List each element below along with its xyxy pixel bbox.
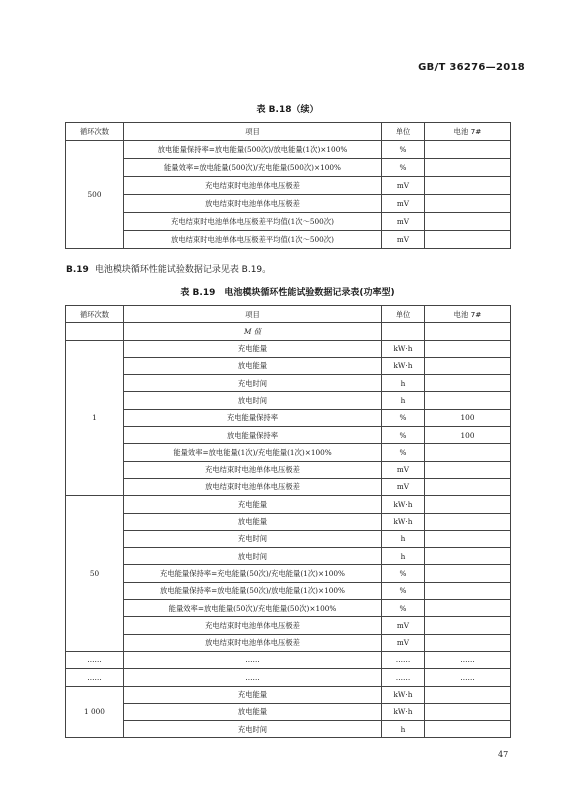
value-cell (425, 141, 511, 159)
item-cell: 充电结束时电池单体电压极差 (124, 461, 382, 478)
item-cell: 充电结束时电池单体电压极差平均值(1次～500次) (124, 213, 382, 231)
table-row (66, 177, 511, 195)
unit-cell: % (382, 565, 425, 582)
unit-cell: …… (382, 651, 425, 668)
item-cell: 充电结束时电池单体电压极差 (124, 177, 382, 195)
table-row (66, 651, 511, 668)
unit-cell: % (382, 444, 425, 461)
item-cell: 能量效率=放电能量(1次)/充电能量(1次)×100% (124, 444, 382, 461)
value-cell (425, 357, 511, 374)
item-cell: 放电结束时电池单体电压极差平均值(1次～500次) (124, 231, 382, 249)
unit-cell: kW·h (382, 703, 425, 720)
value-cell (425, 478, 511, 495)
value-cell: 100 (425, 427, 511, 444)
item-cell: 充电时间 (124, 721, 382, 738)
table-row (66, 213, 511, 231)
table-row (66, 721, 511, 738)
unit-cell: kW·h (382, 340, 425, 357)
table-row (66, 548, 511, 565)
item-cell: 放电能量保持率=放电能量(500次)/放电能量(1次)×100% (124, 141, 382, 159)
item-cell: 放电时间 (124, 548, 382, 565)
unit-cell: mV (382, 213, 425, 231)
item-cell: 放电能量 (124, 357, 382, 374)
value-cell (425, 195, 511, 213)
item-cell: 充电结束时电池单体电压极差 (124, 617, 382, 634)
value-cell (425, 634, 511, 651)
value-cell (425, 213, 511, 231)
table-b19 (65, 305, 511, 738)
table-b18-caption: 表 B.18（续） (256, 105, 319, 115)
column-header-item: 项目 (124, 123, 382, 141)
unit-cell: % (382, 600, 425, 617)
cycle-count-cell: 500 (66, 141, 124, 249)
table-row (66, 141, 511, 159)
item-cell: 充电时间 (124, 375, 382, 392)
table-row (66, 461, 511, 478)
item-cell: 充电时间 (124, 530, 382, 547)
table-row (66, 703, 511, 720)
value-cell (425, 548, 511, 565)
cycle-count-cell: …… (66, 669, 124, 686)
table-row (66, 530, 511, 547)
value-cell (425, 582, 511, 599)
unit-cell: mV (382, 617, 425, 634)
value-cell (425, 721, 511, 738)
unit-cell: kW·h (382, 513, 425, 530)
unit-cell: kW·h (382, 357, 425, 374)
table-row (66, 634, 511, 651)
value-cell (425, 231, 511, 249)
item-cell: 放电时间 (124, 392, 382, 409)
cycle-count-cell: 50 (66, 496, 124, 652)
unit-cell: % (382, 427, 425, 444)
value-cell (425, 600, 511, 617)
column-header-cycle: 循环次数 (66, 306, 124, 323)
item-cell: 放电能量 (124, 513, 382, 530)
table-row (66, 195, 511, 213)
item-cell: 放电能量 (124, 703, 382, 720)
unit-cell: kW·h (382, 496, 425, 513)
value-cell (425, 340, 511, 357)
column-header-unit: 单位 (382, 306, 425, 323)
column-header-unit: 单位 (382, 123, 425, 141)
table-row (66, 565, 511, 582)
table-b19-header-row (66, 306, 511, 323)
table-row (66, 392, 511, 409)
unit-cell: mV (382, 461, 425, 478)
table-row (66, 340, 511, 357)
table-cell (425, 323, 511, 340)
table-b18-header-row (66, 123, 511, 141)
unit-cell: h (382, 548, 425, 565)
value-cell (425, 177, 511, 195)
cycle-count-cell: 1 000 (66, 686, 124, 738)
table-b18 (65, 122, 511, 249)
item-cell: 放电结束时电池单体电压极差 (124, 195, 382, 213)
value-cell: 100 (425, 409, 511, 426)
cycle-count-cell: 1 (66, 340, 124, 496)
clause-number: B.19 (66, 265, 89, 275)
unit-cell: % (382, 141, 425, 159)
column-header-cycle: 循环次数 (66, 123, 124, 141)
unit-cell: h (382, 375, 425, 392)
value-cell (425, 565, 511, 582)
standard-number: GB/T 36276—2018 (418, 62, 525, 73)
item-cell: …… (124, 669, 382, 686)
unit-cell: kW·h (382, 686, 425, 703)
page-number: 47 (498, 750, 509, 759)
table-cell (66, 323, 124, 340)
table-row (66, 686, 511, 703)
item-cell: 放电结束时电池单体电压极差 (124, 634, 382, 651)
table-row (66, 617, 511, 634)
item-cell: 放电结束时电池单体电压极差 (124, 478, 382, 495)
table-row (66, 231, 511, 249)
unit-cell: % (382, 582, 425, 599)
value-cell (425, 392, 511, 409)
item-cell: 放电能量保持率 (124, 427, 382, 444)
item-cell: 放电能量保持率=放电能量(50次)/放电能量(1次)×100% (124, 582, 382, 599)
table-row (66, 375, 511, 392)
item-cell: 充电能量保持率 (124, 409, 382, 426)
value-cell: …… (425, 651, 511, 668)
item-cell: 充电能量保持率=充电能量(50次)/充电能量(1次)×100% (124, 565, 382, 582)
unit-cell: h (382, 530, 425, 547)
unit-cell: mV (382, 231, 425, 249)
item-cell: 能量效率=放电能量(50次)/充电能量(50次)×100% (124, 600, 382, 617)
item-cell: 充电能量 (124, 496, 382, 513)
table-row (66, 444, 511, 461)
table-row (66, 409, 511, 426)
unit-cell: % (382, 159, 425, 177)
unit-cell: mV (382, 478, 425, 495)
value-cell: …… (425, 669, 511, 686)
table-row (66, 669, 511, 686)
table-row (66, 582, 511, 599)
value-cell (425, 461, 511, 478)
table-row (66, 600, 511, 617)
value-cell (425, 530, 511, 547)
unit-cell: mV (382, 195, 425, 213)
table-b19-body (66, 323, 511, 738)
unit-cell: h (382, 721, 425, 738)
unit-cell: mV (382, 177, 425, 195)
table-row (66, 427, 511, 444)
item-cell: 充电能量 (124, 686, 382, 703)
value-cell (425, 159, 511, 177)
table-row (66, 496, 511, 513)
m-value-label: M 值 (124, 323, 382, 340)
value-cell (425, 617, 511, 634)
clause-text: 电池模块循环性能试验数据记录见表 B.19。 (94, 265, 272, 275)
column-header-battery: 电池 7# (425, 306, 511, 323)
table-row (66, 357, 511, 374)
column-header-battery: 电池 7# (425, 123, 511, 141)
value-cell (425, 686, 511, 703)
unit-cell: …… (382, 669, 425, 686)
column-header-item: 项目 (124, 306, 382, 323)
value-cell (425, 703, 511, 720)
unit-cell: % (382, 409, 425, 426)
table-row (66, 159, 511, 177)
item-cell: …… (124, 651, 382, 668)
value-cell (425, 513, 511, 530)
value-cell (425, 375, 511, 392)
table-cell (382, 323, 425, 340)
item-cell: 充电能量 (124, 340, 382, 357)
clause-b19 (66, 262, 271, 275)
table-row (66, 513, 511, 530)
value-cell (425, 496, 511, 513)
m-value-row (66, 323, 511, 340)
cycle-count-cell: …… (66, 651, 124, 668)
item-cell: 能量效率=放电能量(500次)/充电能量(500次)×100% (124, 159, 382, 177)
unit-cell: mV (382, 634, 425, 651)
table-b19-caption: 表 B.19 电池模块循环性能试验数据记录表(功率型) (180, 288, 395, 298)
table-row (66, 478, 511, 495)
table-b18-body (66, 141, 511, 249)
value-cell (425, 444, 511, 461)
unit-cell: h (382, 392, 425, 409)
